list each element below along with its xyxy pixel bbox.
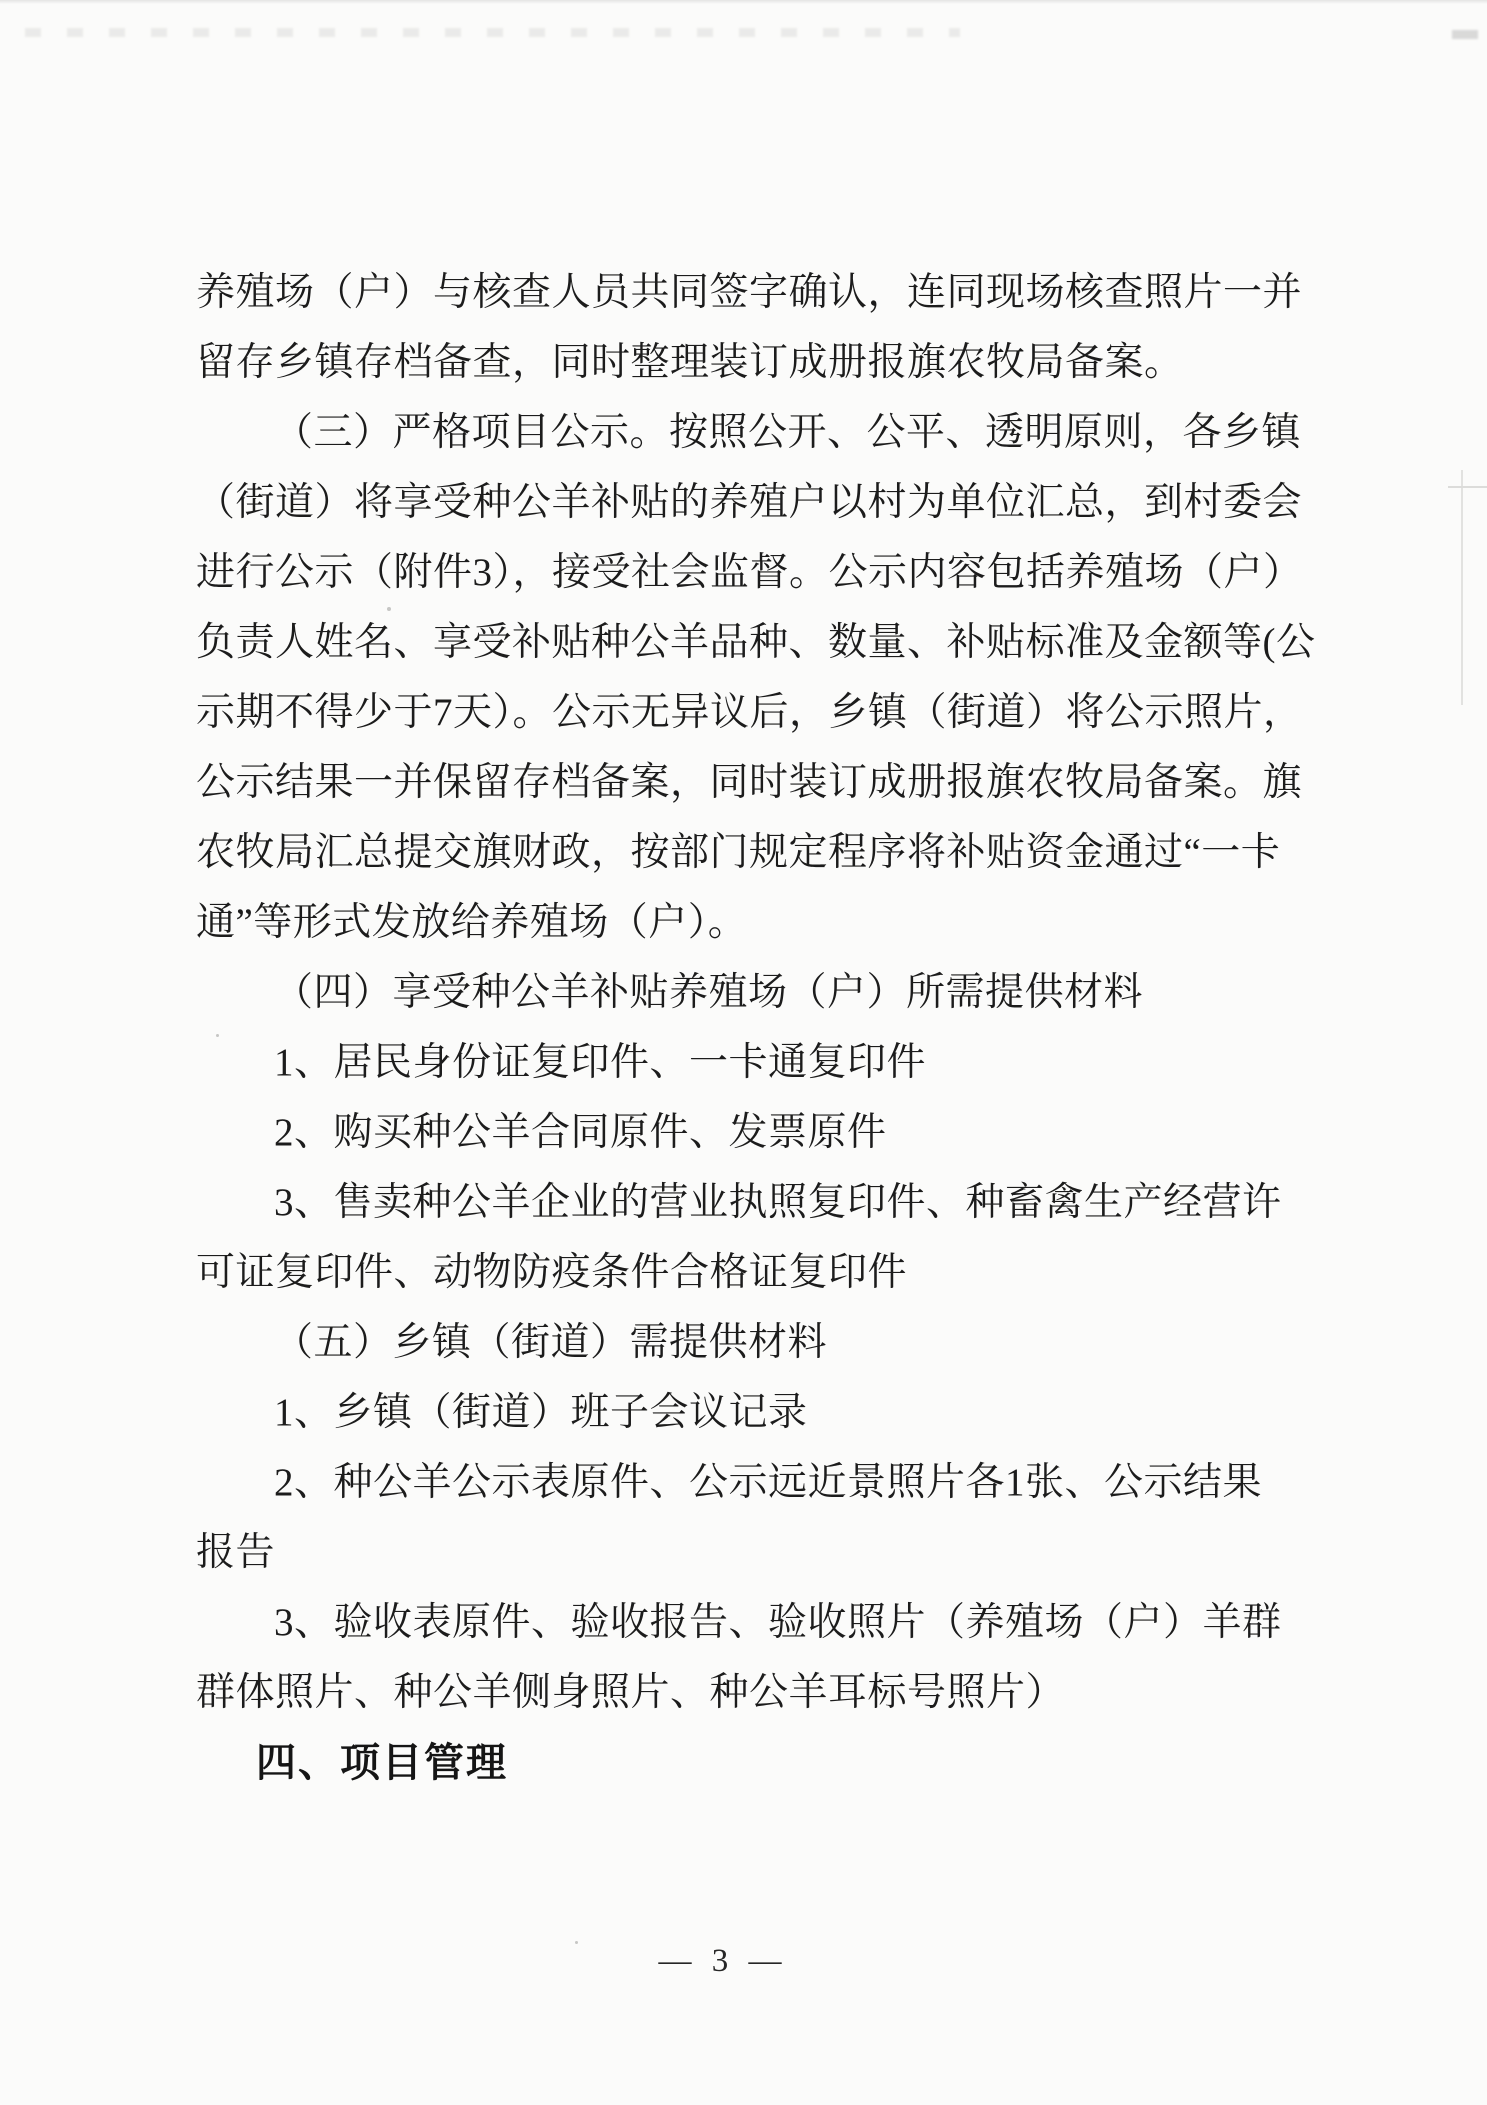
list-item-line: 3、验收表原件、验收报告、验收照片（养殖场（户）羊群 [274,1601,1282,1644]
scan-artifact-line [1461,470,1463,705]
text-line: 可证复印件、动物防疫条件合格证复印件 [196,1251,908,1294]
list-item-line: 2、种公羊公示表原件、公示远近景照片各1张、公示结果 [274,1461,1263,1504]
paragraph-start-line: （五）乡镇（街道）需提供材料 [274,1321,828,1364]
text-line: （街道）将享受种公羊补贴的养殖户以村为单位汇总，到村委会 [196,481,1303,524]
list-item-line: 1、乡镇（街道）班子会议记录 [274,1391,808,1434]
text-line: 负责人姓名、享受补贴种公羊品种、数量、补贴标准及金额等(公 [196,621,1316,664]
text-line: 示期不得少于7天）。公示无异议后，乡镇（街道）将公示照片， [196,691,1303,734]
text-line: 群体照片、种公羊侧身照片、种公羊耳标号照片） [196,1671,1066,1714]
section-heading: 四、项目管理 [256,1741,508,1785]
text-line: 报告 [196,1531,276,1574]
page-number: — 3 — [658,1943,788,1979]
scan-artifact-line [1448,486,1487,488]
list-item-line: 3、售卖种公羊企业的营业执照复印件、种畜禽生产经营许 [274,1181,1282,1224]
text-line: 留存乡镇存档备查，同时整理装订成册报旗农牧局备案。 [196,341,1184,384]
text-line: 农牧局汇总提交旗财政，按部门规定程序将补贴资金通过“一卡 [196,831,1281,874]
document-body [196,258,1316,1798]
list-item-line: 1、居民身份证复印件、一卡通复印件 [274,1041,927,1084]
bleed-through-artifact [1452,30,1478,39]
paragraph-start-line: （四）享受种公羊补贴养殖场（户）所需提供材料 [274,971,1144,1014]
text-line: 公示结果一并保留存档备案，同时装订成册报旗农牧局备案。旗 [196,761,1303,804]
paragraph-start-line: （三）严格项目公示。按照公开、公平、透明原则，各乡镇 [274,411,1302,454]
scan-edge-shadow [0,0,1487,4]
text-line: 进行公示（附件3），接受社会监督。公示内容包括养殖场（户） [196,551,1303,594]
bleed-through-artifact [25,28,960,37]
list-item-line: 2、购买种公羊合同原件、发票原件 [274,1111,887,1154]
text-line: 通”等形式发放给养殖场（户）。 [196,901,748,944]
text-line: 养殖场（户）与核查人员共同签字确认，连同现场核查照片一并 [196,271,1303,314]
